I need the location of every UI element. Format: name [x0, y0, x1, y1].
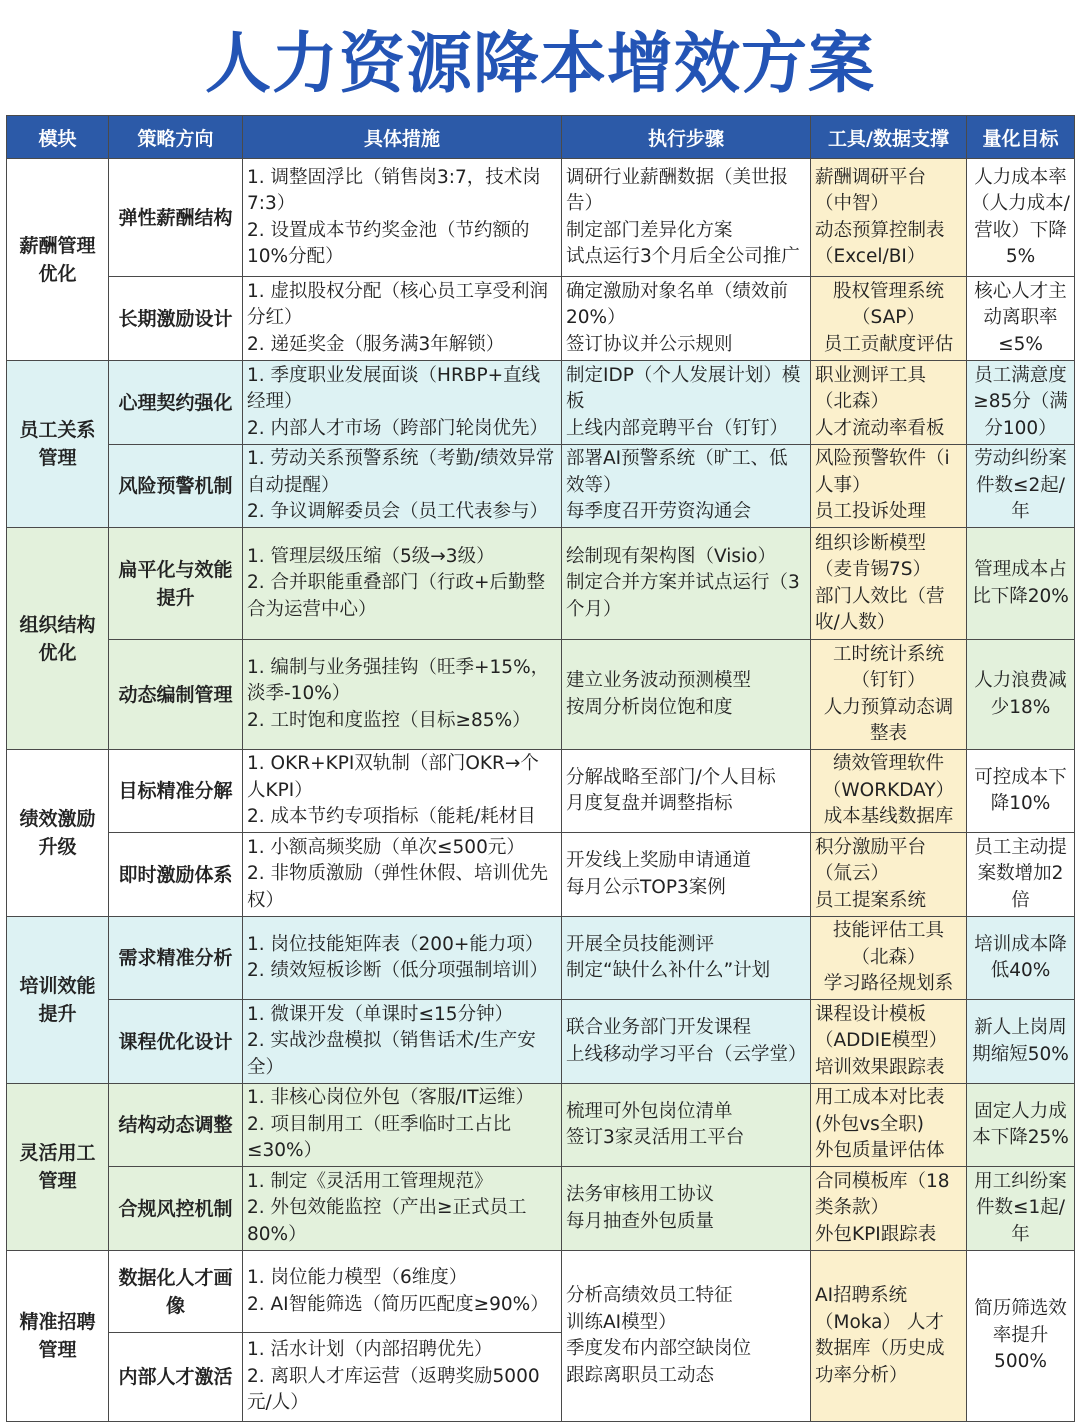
tools-cell: 积分激励平台 （氚云） 员工提案系统 [811, 833, 967, 917]
target-cell: 新人上岗周期缩短50% [967, 1000, 1075, 1084]
page-title: 人力资源降本增效方案 [205, 25, 875, 102]
table-row [7, 1167, 1075, 1251]
strategy-cell: 需求精准分析 [109, 917, 243, 1000]
steps-cell: 梳理可外包岗位清单 签订3家灵活用工平台 [562, 1084, 811, 1167]
header-tools: 工具/数据支撑 [811, 116, 967, 159]
measures-cell: 1. 调整固浮比（销售岗3:7，技术岗7:3） 2. 设置成本节约奖金池（节约额的10%分配） [243, 159, 562, 277]
measures-cell: 1. 小额高频奖励（单次≤500元） 2. 非物质激励（弹性休假、培训优先权） [243, 833, 562, 917]
strategy-cell: 数据化人才画像 [109, 1251, 243, 1333]
table-row [7, 640, 1075, 750]
strategy-cell: 扁平化与效能提升 [109, 528, 243, 640]
steps-cell: 分析高绩效员工特征 训练AI模型） 季度发布内部空缺岗位 跟踪离职员工动态 [562, 1251, 811, 1422]
target-cell: 人力成本率（人力成本/营收）下降5% [967, 159, 1075, 277]
steps-cell: 确定激励对象名单（绩效前20%） 签订协议并公示规则 [562, 277, 811, 361]
module-cell: 灵活用工管理 [7, 1084, 109, 1251]
tools-cell: 课程设计模板 （ADDIE模型） 培训效果跟踪表 [811, 1000, 967, 1084]
measures-cell: 1. OKR+KPI双轨制（部门OKR→个人KPI） 2. 成本节约专项指标（能耗/耗材目 [243, 750, 562, 833]
header-measures: 具体措施 [243, 116, 562, 159]
steps-cell: 开展全员技能测评 制定“缺什么补什么”计划 [562, 917, 811, 1000]
strategy-cell: 心理契约强化 [109, 361, 243, 445]
steps-cell: 分解战略至部门/个人目标 月度复盘并调整指标 [562, 750, 811, 833]
measures-cell: 1. 劳动关系预警系统（考勤/绩效异常自动提醒） 2. 争议调解委员会（员工代表参与） [243, 445, 562, 528]
tools-cell: 组织诊断模型 （麦肯锡7S） 部门人效比（营收/人数） [811, 528, 967, 640]
tools-cell: 合同模板库（18类条款） 外包KPI跟踪表 [811, 1167, 967, 1251]
table-row [7, 445, 1075, 528]
measures-cell: 1. 管理层级压缩（5级→3级） 2. 合并职能重叠部门（行政+后勤整合为运营中心） [243, 528, 562, 640]
table-row [7, 833, 1075, 917]
strategy-cell: 合规风控机制 [109, 1167, 243, 1251]
strategy-cell: 动态编制管理 [109, 640, 243, 750]
table-header-row [7, 116, 1075, 159]
target-cell: 管理成本占比下降20% [967, 528, 1075, 640]
steps-cell: 建立业务波动预测模型 按周分析岗位饱和度 [562, 640, 811, 750]
target-cell: 简历筛选效率提升500% [967, 1251, 1075, 1422]
strategy-cell: 课程优化设计 [109, 1000, 243, 1084]
target-cell: 劳动纠纷案件数≤2起/年 [967, 445, 1075, 528]
module-cell: 员工关系管理 [7, 361, 109, 528]
steps-cell: 联合业务部门开发课程 上线移动学习平台（云学堂） [562, 1000, 811, 1084]
strategy-cell: 结构动态调整 [109, 1084, 243, 1167]
tools-cell: 用工成本对比表 (外包vs全职) 外包质量评估体 [811, 1084, 967, 1167]
header-steps: 执行步骤 [562, 116, 811, 159]
strategy-cell: 目标精准分解 [109, 750, 243, 833]
steps-cell: 制定IDP（个人发展计划）模板 上线内部竞聘平台（钉钉） [562, 361, 811, 445]
plan-table [6, 115, 1075, 1422]
tools-cell: 绩效管理软件 （WORKDAY） 成本基线数据库 [811, 750, 967, 833]
header-target: 量化目标 [967, 116, 1075, 159]
steps-cell: 绘制现有架构图（Visio） 制定合并方案并试点运行（3个月） [562, 528, 811, 640]
tools-cell: 工时统计系统 （钉钉） 人力预算动态调整表 [811, 640, 967, 750]
table-row [7, 159, 1075, 277]
target-cell: 可控成本下降10% [967, 750, 1075, 833]
measures-cell: 1. 活水计划（内部招聘优先） 2. 离职人才库运营（返聘奖励5000元/人） [243, 1333, 562, 1422]
table-row [7, 1084, 1075, 1167]
header-module: 模块 [7, 116, 109, 159]
measures-cell: 1. 制定《灵活用工管理规范》 2. 外包效能监控（产出≥正式员工80%） [243, 1167, 562, 1251]
target-cell: 用工纠纷案件数≤1起/年 [967, 1167, 1075, 1251]
tools-cell: 职业测评工具 （北森） 人才流动率看板 [811, 361, 967, 445]
strategy-cell: 风险预警机制 [109, 445, 243, 528]
measures-cell: 1. 非核心岗位外包（客服/IT运维） 2. 项目制用工（旺季临时工占比≤30%） [243, 1084, 562, 1167]
tools-cell: 风险预警软件（i人事） 员工投诉处理 [811, 445, 967, 528]
strategy-cell: 弹性薪酬结构 [109, 159, 243, 277]
measures-cell: 1. 岗位技能矩阵表（200+能力项） 2. 绩效短板诊断（低分项强制培训） [243, 917, 562, 1000]
module-cell: 组织结构优化 [7, 528, 109, 750]
tools-cell: 股权管理系统 （SAP） 员工贡献度评估 [811, 277, 967, 361]
measures-cell: 1. 季度职业发展面谈（HRBP+直线经理） 2. 内部人才市场（跨部门轮岗优先） [243, 361, 562, 445]
measures-cell: 1. 微课开发（单课时≤15分钟） 2. 实战沙盘模拟（销售话术/生产安全） [243, 1000, 562, 1084]
measures-cell: 1. 编制与业务强挂钩（旺季+15%，淡季-10%） 2. 工时饱和度监控（目标≥85%） [243, 640, 562, 750]
measures-cell: 1. 岗位能力模型（6维度） 2. AI智能筛选（简历匹配度≥90%） [243, 1251, 562, 1333]
steps-cell: 开发线上奖励申请通道 每月公示TOP3案例 [562, 833, 811, 917]
table-row [7, 528, 1075, 640]
strategy-cell: 长期激励设计 [109, 277, 243, 361]
target-cell: 核心人才主动离职率≤5% [967, 277, 1075, 361]
tools-cell: AI招聘系统（Moka） 人才数据库（历史成功率分析） [811, 1251, 967, 1422]
steps-cell: 调研行业薪酬数据（美世报告） 制定部门差异化方案 试点运行3个月后全公司推广 [562, 159, 811, 277]
table-row [7, 361, 1075, 445]
module-cell: 薪酬管理优化 [7, 159, 109, 361]
table-row [7, 277, 1075, 361]
target-cell: 人力浪费减少18% [967, 640, 1075, 750]
steps-cell: 部署AI预警系统（旷工、低效等） 每季度召开劳资沟通会 [562, 445, 811, 528]
measures-cell: 1. 虚拟股权分配（核心员工享受利润分红） 2. 递延奖金（服务满3年解锁） [243, 277, 562, 361]
target-cell: 员工主动提案数增加2倍 [967, 833, 1075, 917]
strategy-cell: 内部人才激活 [109, 1333, 243, 1422]
module-cell: 绩效激励升级 [7, 750, 109, 917]
target-cell: 固定人力成本下降25% [967, 1084, 1075, 1167]
tools-cell: 薪酬调研平台 （中智） 动态预算控制表 （Excel/BI） [811, 159, 967, 277]
target-cell: 员工满意度≥85分（满分100） [967, 361, 1075, 445]
strategy-cell: 即时激励体系 [109, 833, 243, 917]
module-cell: 精准招聘管理 [7, 1251, 109, 1422]
header-strategy: 策略方向 [109, 116, 243, 159]
table-row [7, 750, 1075, 833]
table-row [7, 917, 1075, 1000]
tools-cell: 技能评估工具 （北森） 学习路径规划系 [811, 917, 967, 1000]
target-cell: 培训成本降低40% [967, 917, 1075, 1000]
steps-cell: 法务审核用工协议 每月抽查外包质量 [562, 1167, 811, 1251]
table-row [7, 1000, 1075, 1084]
module-cell: 培训效能提升 [7, 917, 109, 1084]
table-row [7, 1251, 1075, 1333]
